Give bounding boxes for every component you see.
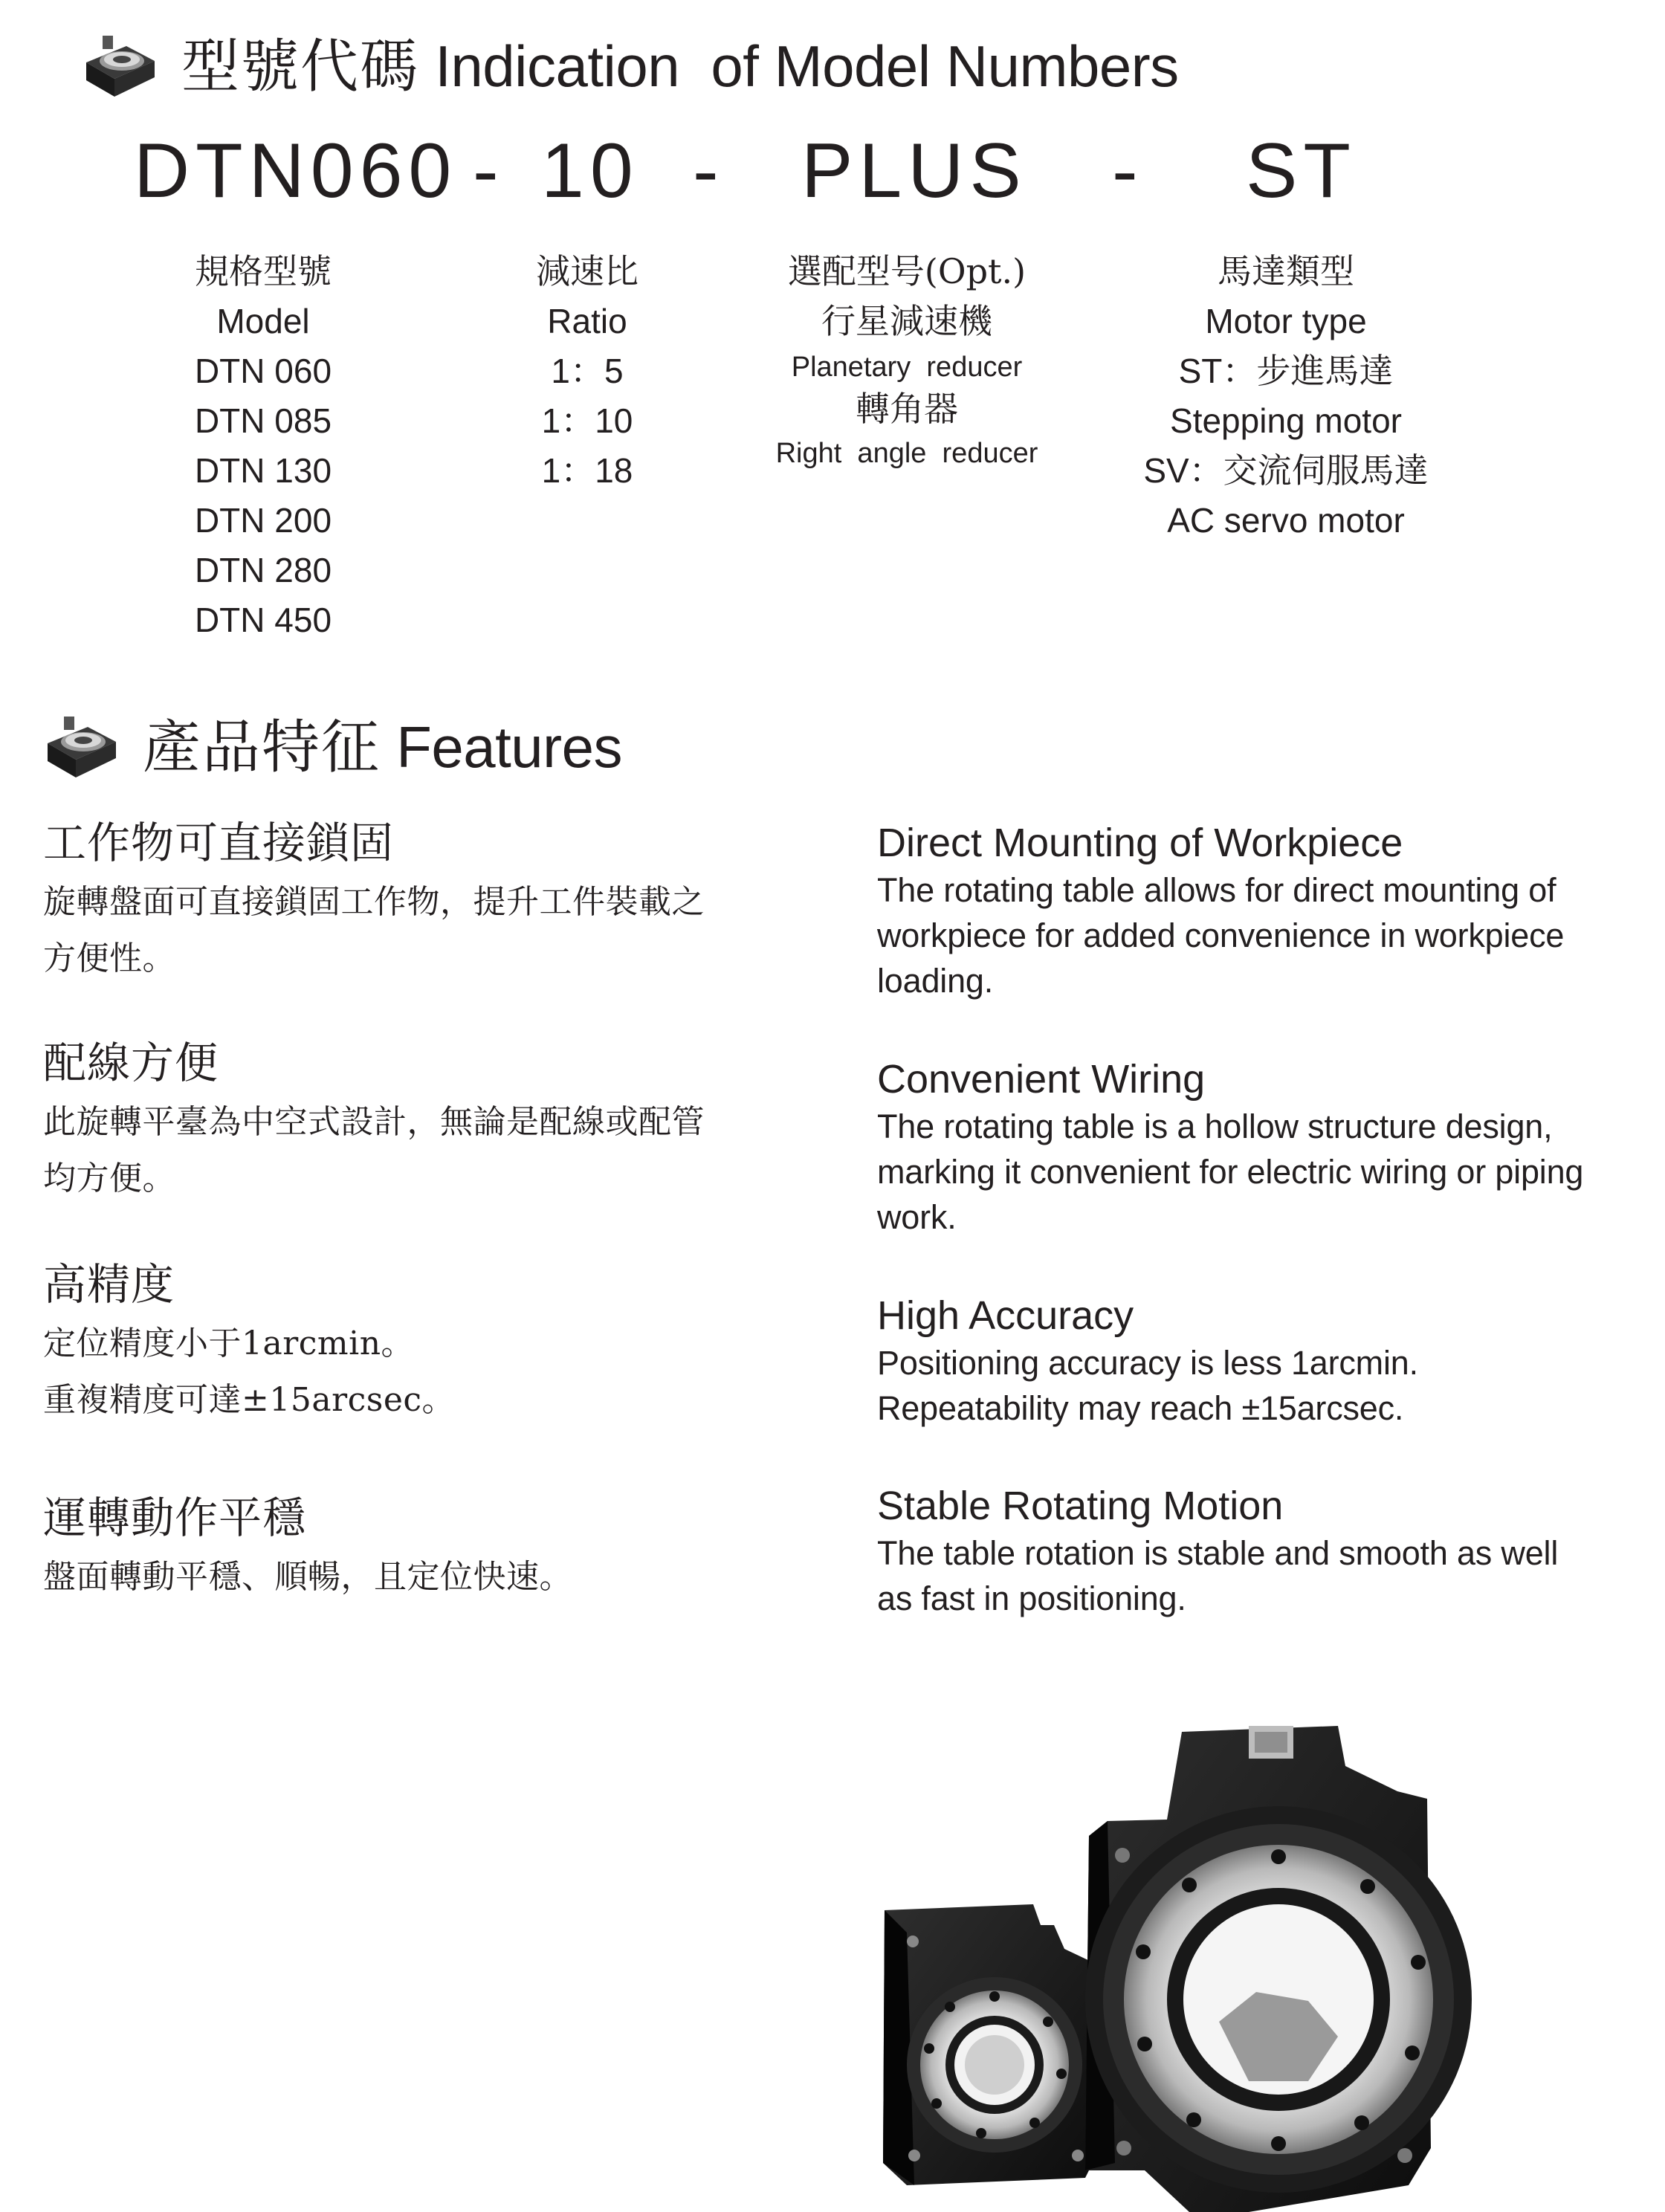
legend-motor-stepping-en: Stepping motor: [1170, 401, 1402, 440]
rotary-table-icon: [80, 33, 162, 100]
legend-model-item: DTN 450: [194, 601, 332, 639]
feature-en-item: [877, 819, 1650, 1003]
feature-en-body-line: The table rotation is stable and smooth as well: [877, 1533, 1559, 1572]
feature-cn-body-line: 均方便。: [43, 1159, 175, 1197]
feature-en-body-line: The rotating table is a hollow structure design,: [877, 1107, 1553, 1145]
legend-option-column: [743, 247, 1070, 477]
feature-en-title: Direct Mounting of Workpiece: [877, 821, 1403, 865]
feature-en-item: [877, 1482, 1650, 1621]
legend-model-item: DTN 130: [194, 451, 332, 490]
model-code-part-motor: ST: [1246, 128, 1357, 214]
legend-model-item: DTN 085: [194, 401, 332, 440]
feature-en-title: Stable Rotating Motion: [877, 1484, 1284, 1528]
legend-option-planetary-cn: 行星減速機: [821, 301, 992, 341]
feature-cn-body-line: 方便性。: [43, 939, 175, 977]
feature-en-title: High Accuracy: [877, 1293, 1134, 1338]
legend-motor-column: [1115, 247, 1457, 546]
legend-ratio-item: 1：10: [541, 401, 633, 440]
model-code-separator: -: [1112, 128, 1144, 214]
feature-en-item: [877, 1055, 1650, 1240]
legend-ratio-item: 1：18: [541, 451, 633, 490]
legend-model-column: [144, 247, 382, 645]
feature-cn-title: 配線方便: [43, 1038, 219, 1088]
model-code-separator: -: [693, 128, 725, 214]
feature-cn-body-line: 盤面轉動平穩、順暢，且定位快速。: [43, 1557, 572, 1596]
feature-en-body-line: as fast in positioning.: [877, 1579, 1186, 1617]
feature-en-item: [877, 1292, 1650, 1431]
feature-cn-item: [43, 1038, 831, 1207]
legend-model-item: DTN 280: [194, 551, 332, 589]
model-section-title-en: Indication of Model Numbers: [435, 33, 1179, 99]
model-code-part-option: PLUS: [801, 128, 1027, 214]
feature-en-body-line: The rotating table allows for direct mounting of: [877, 870, 1556, 909]
model-code-part-ratio: 10: [541, 128, 639, 214]
legend-motor-servo-cn: SV：交流伺服馬達: [1143, 451, 1429, 490]
feature-cn-title: 運轉動作平穩: [43, 1493, 307, 1543]
legend-model-header-en: Model: [216, 302, 310, 340]
legend-model-item: DTN 200: [194, 501, 332, 540]
feature-en-body-line: loading.: [877, 961, 994, 1000]
features-section-title-en: Features: [396, 714, 622, 780]
feature-en-body-line: Positioning accuracy is less 1arcmin.: [877, 1343, 1418, 1382]
legend-ratio-item: 1：5: [551, 352, 624, 390]
legend-motor-stepping-cn: ST：步進馬達: [1178, 352, 1394, 390]
feature-cn-body-line: 重複精度可達±15arcsec。: [43, 1380, 456, 1419]
legend-model-item: DTN 060: [194, 352, 332, 390]
large-rotary-table: [1085, 1726, 1472, 2212]
feature-cn-item: [43, 1493, 831, 1605]
legend-ratio-header-en: Ratio: [547, 302, 627, 340]
feature-cn-body-line: 定位精度小于1arcmin。: [43, 1324, 415, 1362]
feature-en-body-line: marking it convenient for electric wiring or piping: [877, 1152, 1584, 1191]
features-section-heading: [42, 714, 622, 780]
feature-cn-body-line: 此旋轉平臺為中空式設計，無論是配線或配管: [43, 1102, 705, 1141]
feature-en-body-line: workpiece for added convenience in workpiece: [877, 916, 1565, 954]
legend-ratio-column: [483, 247, 691, 496]
feature-en-title: Convenient Wiring: [877, 1057, 1206, 1102]
legend-motor-header-en: Motor type: [1205, 302, 1367, 340]
model-code-separator: -: [473, 128, 505, 214]
small-rotary-table: [883, 1904, 1096, 2185]
feature-cn-title: 高精度: [43, 1259, 175, 1310]
model-code-part-series: DTN060: [134, 128, 458, 214]
legend-option-right-angle-cn: 轉角器: [856, 389, 958, 429]
legend-option-planetary-en: Planetary reducer: [791, 352, 1023, 383]
product-photo: [862, 1710, 1606, 2212]
legend-option-header: 選配型号(Opt.): [787, 251, 1027, 291]
feature-en-body-line: Repeatability may reach ±15arcsec.: [877, 1388, 1404, 1427]
features-section-title-cn: 產品特征: [143, 714, 381, 781]
feature-en-body-line: work.: [877, 1197, 957, 1236]
legend-motor-header-cn: 馬達類型: [1218, 251, 1354, 291]
rotary-table-icon: [42, 714, 123, 780]
feature-cn-item: [43, 818, 831, 987]
legend-motor-servo-en: AC servo motor: [1167, 501, 1405, 540]
legend-ratio-header-cn: 減速比: [536, 251, 638, 291]
model-section-title-cn: 型號代碼: [181, 33, 420, 100]
feature-cn-title: 工作物可直接鎖固: [43, 818, 395, 868]
feature-cn-item: [43, 1259, 831, 1429]
model-section-heading: [80, 33, 1179, 100]
legend-model-header-cn: 規格型號: [195, 251, 332, 291]
legend-option-right-angle-en: Right angle reducer: [775, 438, 1038, 469]
feature-cn-body-line: 旋轉盤面可直接鎖固工作物，提升工件裝載之: [43, 882, 705, 921]
